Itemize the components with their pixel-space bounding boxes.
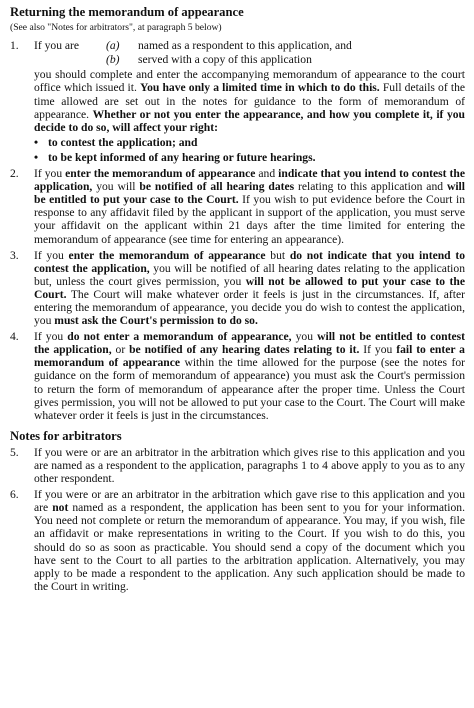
paragraph-number: 2.	[10, 167, 19, 181]
paragraph-6	[10, 488, 465, 593]
option-text: served with a copy of this application	[138, 53, 312, 67]
section-subnote: (See also "Notes for arbitrators", at paragraph 5 below)	[10, 22, 222, 34]
paragraph-text: If you were or are an arbitrator in the arbitration which gives rise to this application and you are named as a respondent to the application, paragraphs 1 to 4 above apply to you as to any other respondent.	[34, 445, 465, 486]
paragraph-5	[10, 446, 465, 485]
paragraph-number: 1.	[10, 39, 19, 53]
option-letter: (b)	[106, 53, 120, 67]
paragraph-3	[10, 249, 465, 328]
paragraph-text: If you were or are an arbitrator in the arbitration which gave rise to this application and you are not named as a respondent, the application has been sent to you for your information. You need not complete or return the memorandum of appearance. You may, if you wish, file an affidavit or make representations in writing to the Court. If you wish to do this, you should do so as soon as practicable. You should send a copy of the document which you have sent to the Court to all parties to the arbitration application. Alternatively, you may apply to be made a respondent to the application. Any such application should be made to the Court in writing.	[34, 488, 465, 593]
option-lead: If you are	[34, 39, 80, 53]
paragraph-text: If you enter the memorandum of appearance but do not indicate that you intend to contest the application, you will be notified of all hearing dates relating to the application but, unless the court gives permission, you will not be allowed to put your case to the Court. The Court will make whatever order it feels is just in the circumstances. If, after entering the memorandum of appearance, you decide you do wish to contest the application, you must ask the Court's permission to do so.	[34, 248, 465, 328]
section-heading-returning: Returning the memorandum of appearance	[10, 5, 244, 19]
paragraph-2	[10, 167, 465, 246]
option-letter: (a)	[106, 39, 120, 53]
option-text: named as a respondent to this application, and	[138, 39, 352, 53]
paragraph-number: 3.	[10, 248, 19, 262]
paragraph-number: 5.	[10, 445, 19, 459]
bullet-item: • to contest the application; and	[34, 135, 198, 149]
option-b	[34, 53, 465, 66]
section-heading-arbitrators: Notes for arbitrators	[10, 428, 122, 443]
paragraph-text: you should complete and enter the accompanying memorandum of appearance to the court office which issued it. You have only a limited time in which to do this. Full details of the time allowed are set out in the notes for guidance to the form of memorandum of appearance. Whether or not you enter the appearance, and how you complete it, if you decide to do so, will affect your right:	[34, 68, 466, 134]
option-a	[34, 39, 465, 52]
paragraph-text: If you do not enter a memorandum of appearance, you will not be entitled to contest the application, or be notified of any hearing dates relating to it. If you fail to enter a memorandum of appearance within the time allowed for the purpose (see the notes for guidance on the form of memorandum of appearance) you must ask the Court's permission to return the form of memorandum of appearance after the proper time. Unless the Court gives permission, you will not be allowed to put your case to the Court. The Court will make whatever order it feels is just in the circumstances.	[34, 330, 466, 422]
paragraph-1	[10, 39, 465, 67]
paragraph-1-body	[10, 68, 465, 164]
bullet-item: • to be kept informed of any hearing or future hearings.	[34, 150, 316, 164]
paragraph-4	[10, 330, 465, 422]
paragraph-text: If you enter the memorandum of appearance and indicate that you intend to contest the application, you will be notified of all hearing dates relating to this application and will be entitled to put your case to the Court. If you wish to put evidence before the Court in response to any affidavit filed by the applicant in support of the application, you must serve your affidavit on the applicant within 21 days after the time limited for entering the memorandum of appearance (see time for entering an appearance).	[34, 167, 466, 246]
paragraph-number: 6.	[10, 488, 19, 502]
paragraph-number: 4.	[10, 330, 19, 344]
